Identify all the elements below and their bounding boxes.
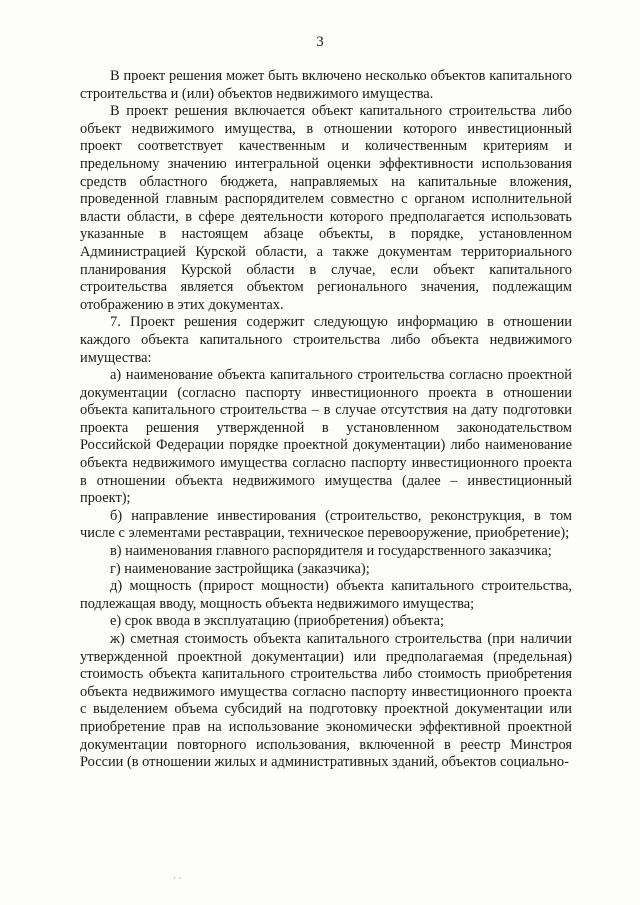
paragraph-item-e: е) срок ввода в эксплуатацию (приобретения) объекта; bbox=[110, 613, 445, 630]
paragraph-section-7: 7. Проект решения содержит следующую информацию в отношении каждого объекта капитального строительства либо объекта недвижимого имущества: bbox=[80, 314, 572, 366]
scan-mark: · · bbox=[173, 873, 182, 883]
document-body bbox=[80, 68, 572, 772]
paragraph-item-g: г) наименование застройщика (заказчика); bbox=[110, 560, 370, 577]
paragraph-several-objects: В проект решения может быть включено несколько объектов капитального строительства и (или) объектов недвижимого имущества. bbox=[80, 68, 572, 102]
paragraph-item-zh: ж) сметная стоимость объекта капитального строительства (при наличии утвержденной проектной документации) или предполагаемая (предельная) стоимость объекта капитального строительства либо стоимость приобретения объекта недвижимого имущества согласно паспорту инвестиционного проекта с выделением объема субсидий на подготовку проектной документации или приобретение прав на использование экономически эффективной проектной документации повторного использования, включенной в реестр Минстроя России (в отношении жилых и административных зданий, объектов социально- bbox=[80, 631, 572, 771]
page-number: 3 bbox=[316, 34, 324, 50]
paragraph-inclusion-criteria: В проект решения включается объект капитального строительства либо объект недвижимого имущества, в отношении которого инвестиционный проект соответствует качественным и количественным критериям и предельному значению интегральной оценки эффективности использования средств областного бюджета, направляемых на капитальные вложения, проведенной главным распорядителем совместно с органом исполнительной власти области, в сфере деятельности которого предполагается использовать указанные в настоящем абзаце объекты, в порядке, установленном Администрацией Курской области, а также документам территориального планирования Курской области в случае, если объект капитального строительства является объектом регионального значения, подлежащим отображению в этих документах. bbox=[80, 103, 572, 313]
paragraph-item-d: д) мощность (прирост мощности) объекта капитального строительства, подлежащая вводу, мощность объекта недвижимого имущества; bbox=[80, 578, 572, 612]
paragraph-item-b: б) направление инвестирования (строительство, реконструкция, в том числе с элементами реставрации, техническое перевооружение, приобретение); bbox=[80, 507, 572, 542]
paragraph-item-a: а) наименование объекта капитального строительства согласно проектной документации (согласно паспорту инвестиционного проекта в отношении объекта капитального строительства – в случае отсутствия на дату подготовки проекта решения утвержденной в установленном законодательством Российской Федерации порядке проектной документации) либо наименование объекта недвижимого имущества согласно паспорту инвестиционного проекта в отношении объекта недвижимого имущества (далее – инвестиционный проект); bbox=[80, 367, 572, 507]
paragraph-item-v: в) наименования главного распорядителя и государственного заказчика; bbox=[110, 543, 552, 560]
